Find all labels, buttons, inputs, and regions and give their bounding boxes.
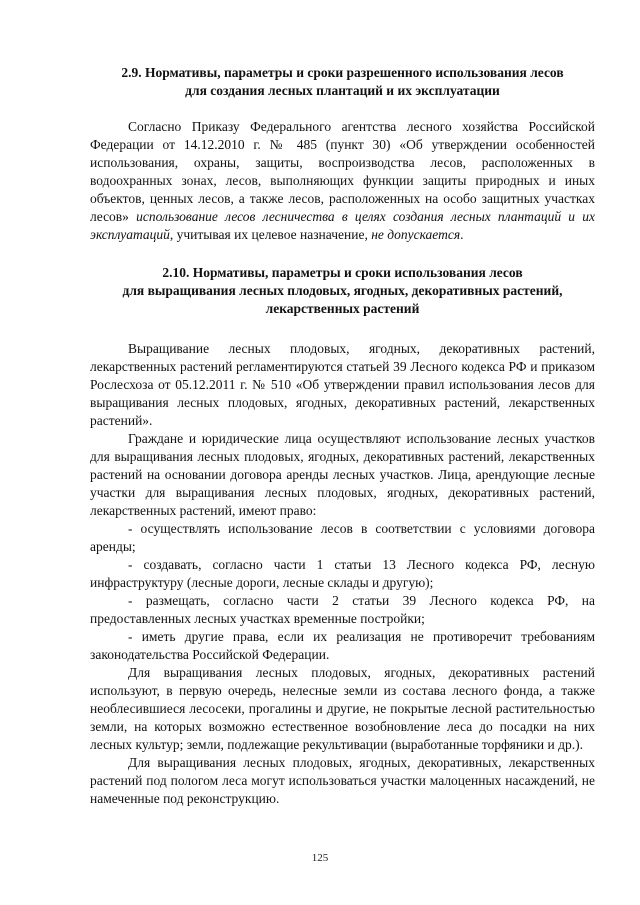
heading-line: для выращивания лесных плодовых, ягодных, декоративных растений,	[122, 283, 563, 298]
heading-line: 2.10. Нормативы, параметры и сроки использования лесов	[162, 265, 523, 280]
emphasis-text: не допускается	[371, 227, 461, 242]
heading-line: 2.9. Нормативы, параметры и сроки разрешенного использования лесов	[121, 65, 564, 80]
list-item: - осуществлять использование лесов в соответствии с условиями договора аренды;	[90, 521, 595, 554]
section-2-9-paragraph	[90, 118, 595, 244]
list-item: - иметь другие права, если их реализация не противоречит требованиям законодательства Российской Федерации.	[90, 629, 595, 662]
section-2-10-heading	[90, 264, 595, 318]
paragraph: Выращивание лесных плодовых, ягодных, декоративных растений, лекарственных растений регламентируются статьей 39 Лесного кодекса РФ и приказом Рослесхоза от 05.12.2011 г. № 510 «Об утверждении правил использования лесов для выращивания лесных плодовых, ягодных, декоративных растений, лекарственных растений».	[90, 341, 595, 428]
paragraph: Граждане и юридические лица осуществляют использование лесных участков для выращивания лесных плодовых, ягодных, декоративных растений, лекарственных растений на основании договора аренды лесных участков. Лица, арендующие лесные участки для выращивания лесных плодовых, ягодных, декоративных растений, лекарственных растений, имеют право:	[90, 431, 595, 518]
paragraph: Для выращивания лесных плодовых, ягодных, декоративных растений используют, в первую очередь, нелесные земли из состава лесного фонда, а также необлесившиеся лесосеки, прогалины и другие, не покрытые лесной растительностью земли, на которых возможно естественное возобновление леса до посадки на них лесных культур; земли, подлежащие рекультивации (выработанные торфяники и др.).	[90, 665, 595, 752]
list-item: - создавать, согласно части 1 статьи 13 Лесного кодекса РФ, лесную инфраструктуру (лесные дороги, лесные склады и другую);	[90, 557, 595, 590]
paragraph-text: .	[460, 227, 464, 242]
list-item: - размещать, согласно части 2 статьи 39 Лесного кодекса РФ, на предоставленных лесных участках временные постройки;	[90, 593, 595, 626]
document-page	[90, 64, 595, 808]
paragraph-text: , учитывая их целевое назначение,	[169, 227, 372, 242]
paragraph: Для выращивания лесных плодовых, ягодных, декоративных, лекарственных растений под пологом леса могут использоваться участки малоценных насаждений, не намеченные под реконструкцию.	[90, 755, 595, 806]
page-number: 125	[311, 852, 329, 864]
section-2-9-heading	[90, 64, 595, 100]
heading-line: лекарственных растений	[265, 301, 420, 316]
emphasis-text: использование лесов лесничества в целях создания лесных плантаций и их эксплуатаций	[90, 209, 595, 242]
paragraph-text: Согласно Приказу Федерального агентства лесного хозяйства Российской Федерации от 14.12.2010 г. № 485 (пункт 30) «Об утверждении особенностей использования, охраны, защиты, воспроизводства лесов, расположенных в водоохранных зонах, лесов, выполняющих функции защиты природных и иных объектов, ценных лесов, а также лесов, расположенных на особо защитных участках лесов»	[90, 119, 595, 224]
heading-line: для создания лесных плантаций и их эксплуатации	[185, 83, 500, 98]
